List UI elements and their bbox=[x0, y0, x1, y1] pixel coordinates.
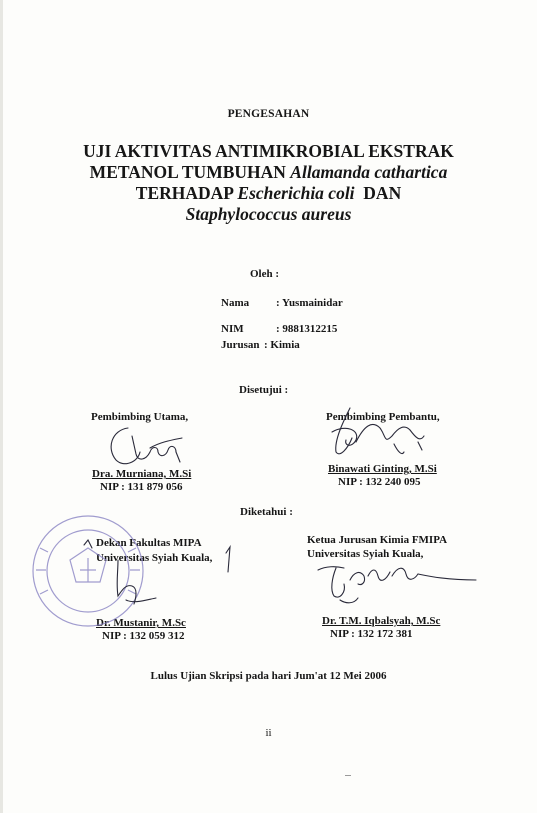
dekan-role-line-1: Dekan Fakultas MIPA bbox=[96, 537, 202, 549]
signature-murniana bbox=[111, 428, 182, 464]
pembimbing-pembantu-name: Binawati Ginting, M.Si bbox=[328, 463, 437, 475]
signature-iqbalsyah bbox=[318, 567, 476, 603]
title-species-allamanda: Allamanda cathartica bbox=[290, 162, 448, 182]
pembimbing-utama-nip: NIP : 131 879 056 bbox=[100, 481, 183, 493]
nama-label: Nama bbox=[221, 297, 250, 309]
pembimbing-utama-role: Pembimbing Utama, bbox=[91, 411, 189, 423]
diketahui-label: Diketahui : bbox=[240, 506, 293, 518]
pembimbing-utama-name: Dra. Murniana, M.Si bbox=[92, 468, 192, 480]
disetujui-label: Disetujui : bbox=[239, 384, 289, 396]
faculty-stamp bbox=[33, 516, 143, 626]
jurusan-value: : Kimia bbox=[264, 339, 300, 351]
lulus-statement: Lulus Ujian Skripsi pada hari Jum'at 12 Mei 2006 bbox=[150, 670, 387, 682]
ketua-nip: NIP : 132 172 381 bbox=[330, 628, 413, 640]
pembimbing-pembantu-nip: NIP : 132 240 095 bbox=[338, 476, 421, 488]
dekan-nip: NIP : 132 059 312 bbox=[102, 630, 185, 642]
signature-mustanir bbox=[84, 540, 230, 604]
ketua-role-line-1: Ketua Jurusan Kimia FMIPA bbox=[307, 534, 448, 546]
pembimbing-pembantu-role: Pembimbing Pembantu, bbox=[326, 411, 440, 423]
dekan-name: Dr. Mustanir, M.Sc bbox=[96, 617, 186, 629]
nama-value: : Yusmainidar bbox=[276, 297, 343, 309]
oleh-label: Oleh : bbox=[250, 268, 280, 280]
title-line-3-dan: DAN bbox=[354, 183, 402, 203]
title-species-saureus: Staphylococcus aureus bbox=[185, 204, 352, 224]
nim-value: : 9881312215 bbox=[276, 323, 338, 335]
title-line-3-text: TERHADAP bbox=[135, 183, 238, 203]
signature-binawati bbox=[332, 408, 424, 454]
title-line-2-text: METANOL TUMBUHAN bbox=[89, 162, 291, 182]
nim-label: NIM bbox=[221, 323, 244, 335]
page-heading: PENGESAHAN bbox=[227, 108, 310, 120]
ketua-role-line-2: Universitas Syiah Kuala, bbox=[307, 548, 424, 560]
ketua-name: Dr. T.M. Iqbalsyah, M.Sc bbox=[322, 615, 441, 627]
jurusan-label: Jurusan bbox=[221, 339, 260, 351]
dekan-role-line-2: Universitas Syiah Kuala, bbox=[96, 552, 213, 564]
title-line-1: UJI AKTIVITAS ANTIMIKROBIAL EKSTRAK bbox=[83, 141, 454, 161]
title-species-ecoli: Escherichia coli bbox=[237, 183, 355, 203]
page-number: ii bbox=[265, 727, 272, 739]
